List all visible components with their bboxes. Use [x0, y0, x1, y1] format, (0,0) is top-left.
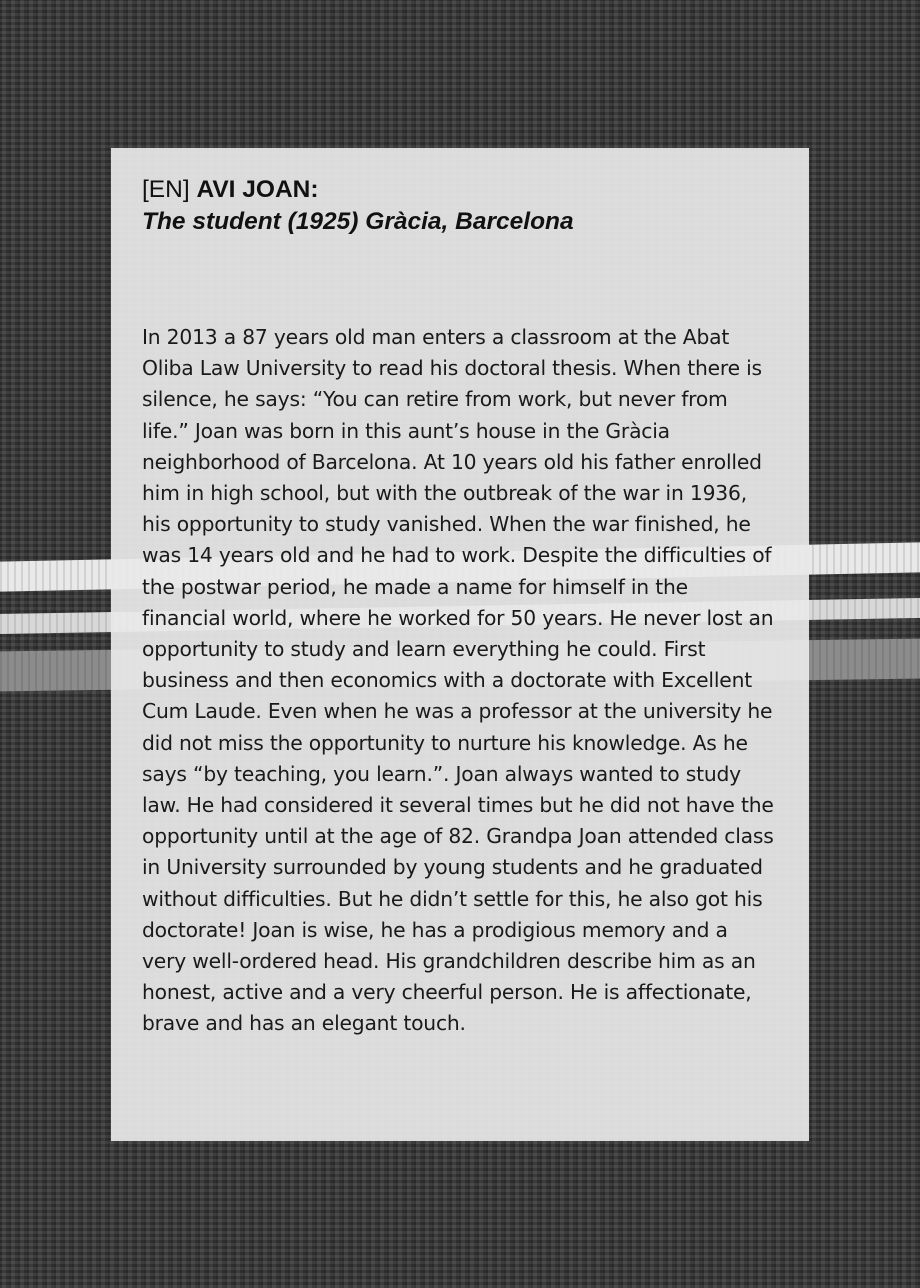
text-card — [111, 148, 809, 1141]
person-name: AVI JOAN: — [196, 176, 319, 203]
biography-text: In 2013 a 87 years old man enters a classroom at the Abat Oliba Law University to read his doctoral thesis. When there is silence, he says: “You can retire from work, but never from life.” Joan was born in this aunt’s house in the Gràcia neighborhood of Barcelona. At 10 years old his father enrolled him in high school, but with the outbreak of the war in 1936, his opportunity to study vanished. When the war finished, he was 14 years old and he had to work. Despite the difficulties of the postwar period, he made a name for himself in the financial world, where he worked for 50 years. He never lost an opportunity to study and learn everything he could. First business and then economics with a doctorate with Excellent Cum Laude. Even when he was a professor at the university he did not miss the opportunity to nurture his knowledge. As he says “by teaching, you learn.”. Joan always wanted to study law. He had considered it several times but he did not have the opportunity until at the age of 82. Grandpa Joan attended class in University surrounded by young students and he graduated without difficulties. But he didn’t settle for this, he also got his doctorate! Joan is wise, he has a prodigious memory and a very well-ordered head. His grandchildren describe him as an honest, active and a very cheerful person. He is affectionate, brave and has an elegant touch. — [142, 325, 774, 1036]
language-tag: [EN] — [142, 176, 190, 203]
card-subtitle: The student (1925) Gràcia, Barcelona — [142, 208, 574, 235]
card-heading — [142, 174, 777, 206]
